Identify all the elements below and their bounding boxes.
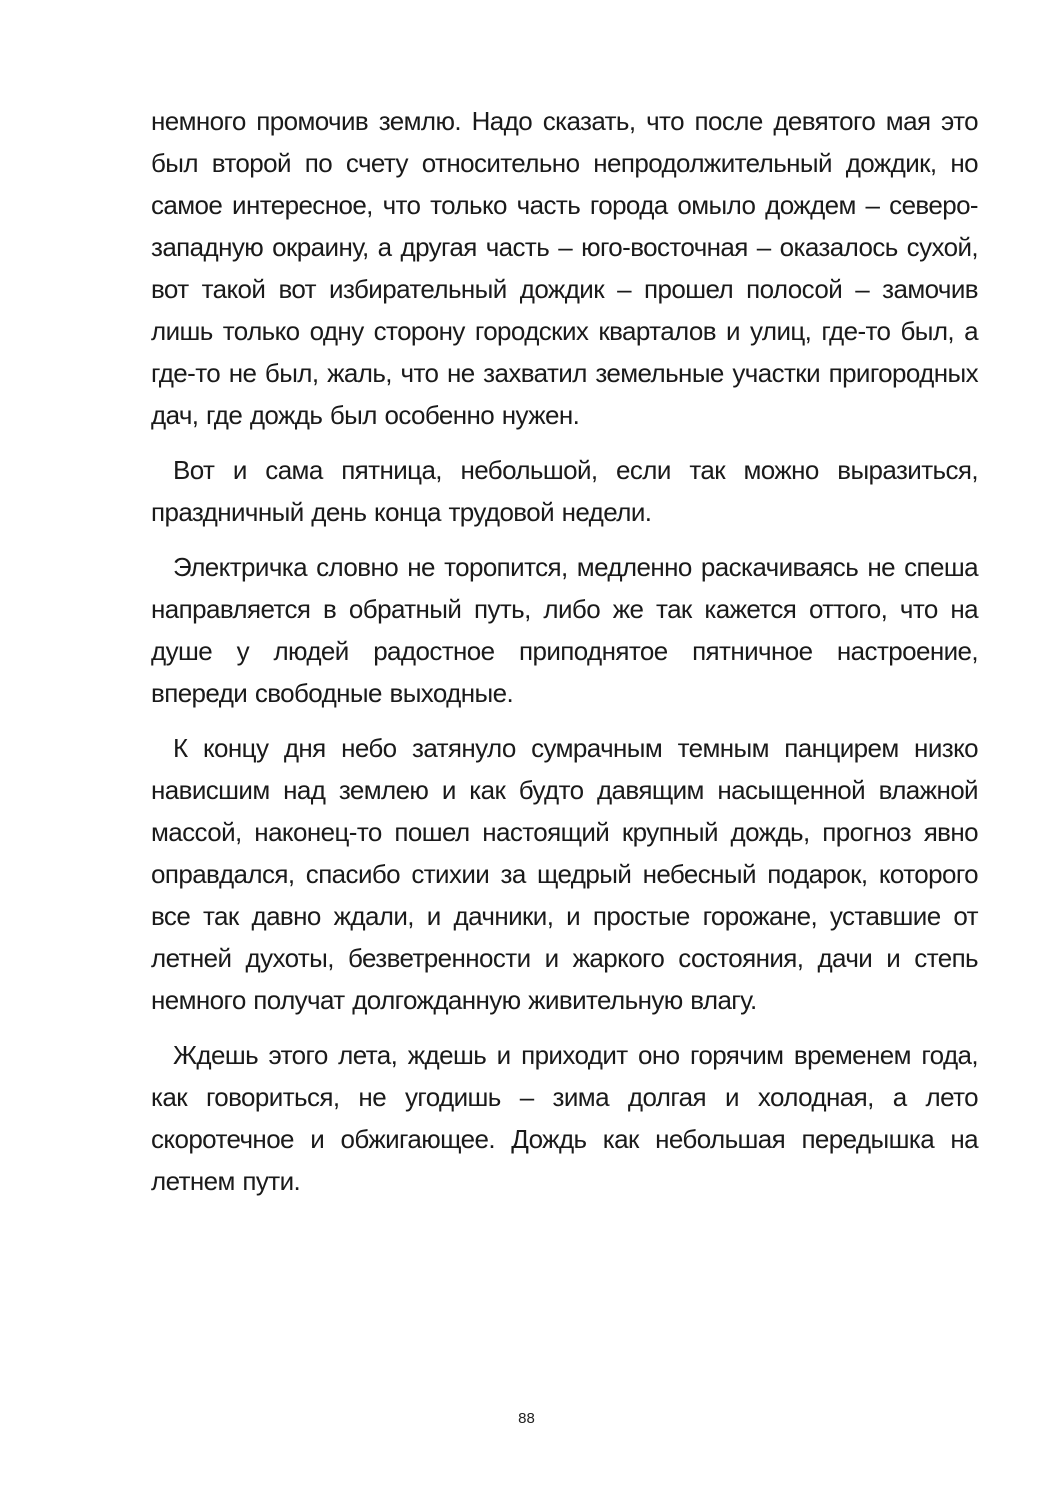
page-body <box>151 100 978 1215</box>
paragraph-train: Электричка словно не торопится, медленно раскачиваясь не спеша направляется в обратный путь, либо же так кажется оттого, что на душе у людей радостное приподнятое пятничное настроение, впереди свободные выходные. <box>151 552 978 708</box>
paragraph-evening-rain: К концу дня небо затянуло сумрачным темным панцирем низко нависшим над землею и как будто давящим насыщенной влажной массой, наконец-то пошел настоящий крупный дождь, прогноз явно оправдался, спасибо стихии за щедрый небесный подарок, которого все так давно ждали, и дачники, и простые горожане, уставшие от летней духоты, безветренности и жаркого состояния, дачи и степь немного получат долгожданную живительную влагу. <box>151 733 978 1015</box>
paragraph-summer: Ждешь этого лета, ждешь и приходит оно горячим временем года, как говориться, не угодишь – зима долгая и холодная, а лето скоротечное и обжигающее. Дождь как небольшая передышка на летнем пути. <box>151 1040 978 1196</box>
paragraph-continuation: немного промочив землю. Надо сказать, что после девятого мая это был второй по счету относительно непродолжительный дождик, но самое интересное, что только часть города омыло дождем – северо-западную окраину, а другая часть – юго-восточная – оказалось сухой, вот такой вот избирательный дождик – прошел полосой – замочив лишь только одну сторону городских кварталов и улиц, где-то был, а где-то не был, жаль, что не захватил земельные участки пригородных дач, где дождь был особенно нужен. <box>151 106 978 430</box>
paragraph-friday: Вот и сама пятница, небольшой, если так можно выразиться, праздничный день конца трудовой недели. <box>151 455 978 527</box>
page-number: 88 <box>518 1410 535 1427</box>
